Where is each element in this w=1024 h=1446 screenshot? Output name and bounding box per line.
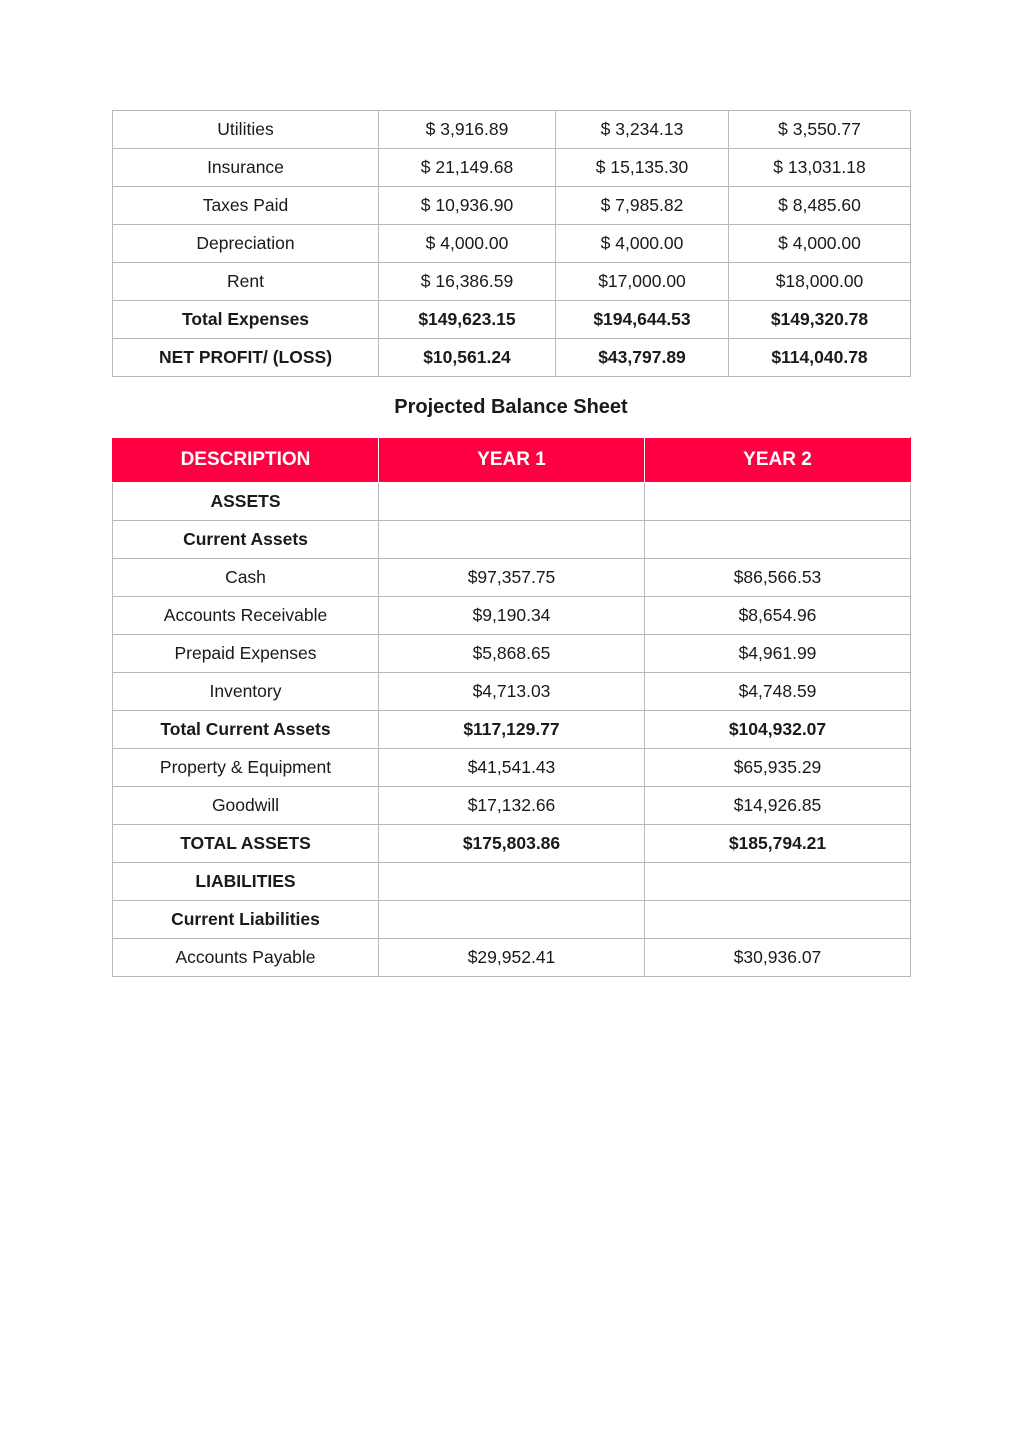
table-row: [113, 825, 911, 863]
row-value: [379, 863, 645, 901]
row-value: $104,932.07: [645, 711, 911, 749]
row-value: $4,748.59: [645, 673, 911, 711]
row-label: Total Current Assets: [113, 711, 379, 749]
row-value: [379, 521, 645, 559]
row-value: $14,926.85: [645, 787, 911, 825]
row-value: $ 21,149.68: [379, 149, 556, 187]
row-label: Accounts Receivable: [113, 597, 379, 635]
row-label: TOTAL ASSETS: [113, 825, 379, 863]
header-year-2: YEAR 2: [645, 438, 911, 483]
table-row: [113, 483, 911, 521]
row-value: $8,654.96: [645, 597, 911, 635]
row-value: $30,936.07: [645, 939, 911, 977]
row-value: $149,320.78: [729, 301, 911, 339]
table-row: [113, 225, 911, 263]
row-value: $114,040.78: [729, 339, 911, 377]
header-year-1: YEAR 1: [379, 438, 645, 483]
row-value: $117,129.77: [379, 711, 645, 749]
row-value: $10,561.24: [379, 339, 556, 377]
table-row: [113, 339, 911, 377]
row-label: Current Liabilities: [113, 901, 379, 939]
row-value: [645, 863, 911, 901]
row-label: Accounts Payable: [113, 939, 379, 977]
table-row: [113, 559, 911, 597]
row-label: ASSETS: [113, 483, 379, 521]
row-value: $9,190.34: [379, 597, 645, 635]
row-label: Cash: [113, 559, 379, 597]
table-row: [113, 521, 911, 559]
row-value: $17,132.66: [379, 787, 645, 825]
row-value: $ 3,550.77: [729, 111, 911, 149]
row-value: $97,357.75: [379, 559, 645, 597]
row-label: Inventory: [113, 673, 379, 711]
row-value: $5,868.65: [379, 635, 645, 673]
row-value: $ 15,135.30: [556, 149, 729, 187]
table-row: [113, 901, 911, 939]
table-row: [113, 673, 911, 711]
row-label: Prepaid Expenses: [113, 635, 379, 673]
table-row: [113, 597, 911, 635]
row-value: $ 8,485.60: [729, 187, 911, 225]
header-description: DESCRIPTION: [113, 438, 379, 483]
row-value: $18,000.00: [729, 263, 911, 301]
row-value: $194,644.53: [556, 301, 729, 339]
row-value: $17,000.00: [556, 263, 729, 301]
table-row: [113, 939, 911, 977]
table-row: [113, 711, 911, 749]
row-value: $43,797.89: [556, 339, 729, 377]
balance-sheet-header-row: [113, 438, 911, 483]
row-value: $4,713.03: [379, 673, 645, 711]
table-row: [113, 187, 911, 225]
row-value: [645, 901, 911, 939]
row-value: $ 4,000.00: [729, 225, 911, 263]
table-row: [113, 787, 911, 825]
row-value: $185,794.21: [645, 825, 911, 863]
row-value: $29,952.41: [379, 939, 645, 977]
row-value: $86,566.53: [645, 559, 911, 597]
row-value: $ 10,936.90: [379, 187, 556, 225]
row-label: Utilities: [113, 111, 379, 149]
row-label: NET PROFIT/ (LOSS): [113, 339, 379, 377]
balance-sheet-title: Projected Balance Sheet: [394, 396, 628, 418]
balance-sheet-body: [113, 483, 911, 977]
row-label: Insurance: [113, 149, 379, 187]
row-label: Current Assets: [113, 521, 379, 559]
row-value: $ 3,234.13: [556, 111, 729, 149]
row-value: $175,803.86: [379, 825, 645, 863]
row-label: Rent: [113, 263, 379, 301]
row-label: Taxes Paid: [113, 187, 379, 225]
table-row: [113, 301, 911, 339]
row-value: [645, 521, 911, 559]
row-value: $ 16,386.59: [379, 263, 556, 301]
row-value: $4,961.99: [645, 635, 911, 673]
row-label: Total Expenses: [113, 301, 379, 339]
row-value: $ 4,000.00: [379, 225, 556, 263]
table-row: [113, 263, 911, 301]
table-row: [113, 749, 911, 787]
row-value: [379, 901, 645, 939]
income-statement-table: [112, 110, 911, 377]
table-row: [113, 149, 911, 187]
row-label: Depreciation: [113, 225, 379, 263]
row-value: $ 7,985.82: [556, 187, 729, 225]
row-value: $ 13,031.18: [729, 149, 911, 187]
row-value: [645, 483, 911, 521]
row-value: $ 4,000.00: [556, 225, 729, 263]
row-value: [379, 483, 645, 521]
table-row: [113, 111, 911, 149]
row-value: $65,935.29: [645, 749, 911, 787]
row-label: Property & Equipment: [113, 749, 379, 787]
row-label: Goodwill: [113, 787, 379, 825]
balance-sheet-table: [112, 437, 911, 977]
row-value: $149,623.15: [379, 301, 556, 339]
row-value: $ 3,916.89: [379, 111, 556, 149]
row-value: $41,541.43: [379, 749, 645, 787]
table-row: [113, 635, 911, 673]
income-statement-body: [113, 111, 911, 377]
table-row: [113, 863, 911, 901]
row-label: LIABILITIES: [113, 863, 379, 901]
